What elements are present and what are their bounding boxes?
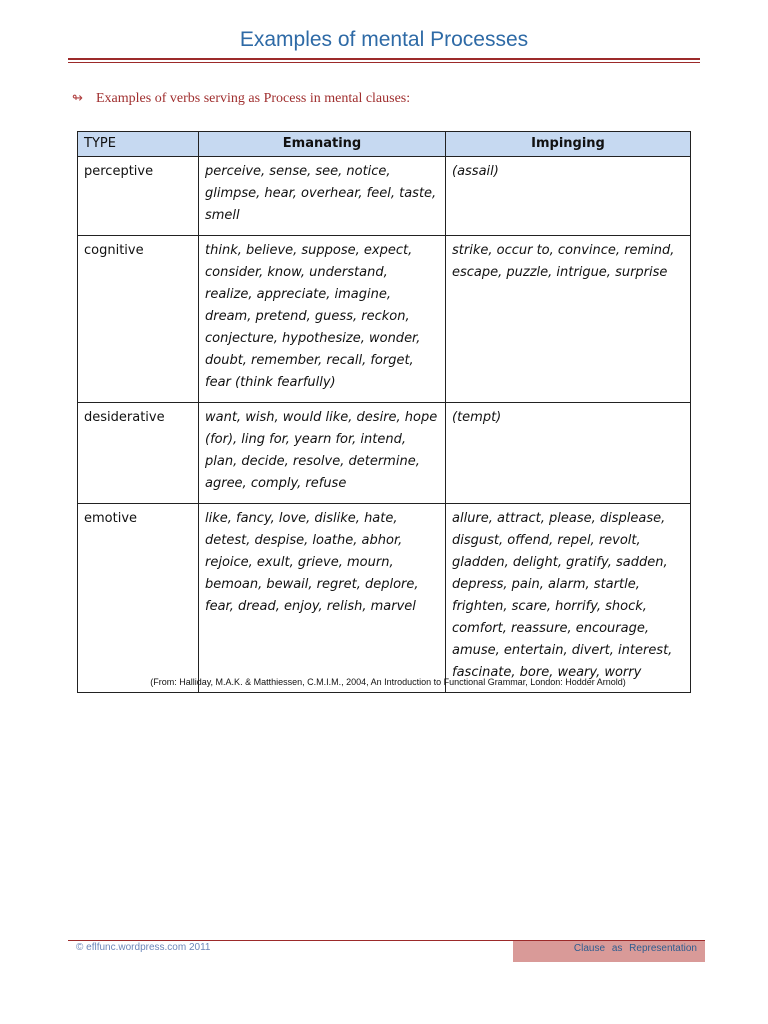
- header-type: TYPE: [78, 132, 199, 157]
- impinging-cell: (assail): [446, 157, 691, 236]
- title-divider-thin: [68, 62, 700, 63]
- table-row: [78, 236, 691, 403]
- page-title: Examples of mental Processes: [239, 28, 529, 51]
- impinging-cell: (tempt): [446, 403, 691, 504]
- intro-text: Examples of verbs serving as Process in mental clauses:: [96, 91, 411, 106]
- impinging-cell: strike, occur to, convince, remind, escape, puzzle, intrigue, surprise: [446, 236, 691, 403]
- impinging-cell: allure, attract, please, displease, disgust, offend, repel, revolt, gladden, delight, gratify, sadden, depress, pain, alarm, startle, frighten, scare, horrify, shock, comfort, reassure, encourage, amuse, entertain, divert, interest, fascinate, bore, weary, worry: [446, 504, 691, 693]
- mental-verbs-table: [77, 131, 691, 693]
- table-row: [78, 157, 691, 236]
- hand-pointing-icon: ↬: [72, 90, 83, 105]
- table-row: [78, 504, 691, 693]
- emanating-cell: think, believe, suppose, expect, consider, know, understand, realize, appreciate, imagine, dream, pretend, guess, reckon, conjecture, hypothesize, wonder, doubt, remember, recall, forget, fear (think fearfully): [199, 236, 446, 403]
- intro-line: [72, 90, 712, 107]
- emanating-cell: like, fancy, love, dislike, hate, detest, despise, loathe, abhor, rejoice, exult, grieve, mourn, bemoan, bewail, regret, deplore, fear, dread, enjoy, relish, marvel: [199, 504, 446, 693]
- title-divider: [68, 58, 700, 60]
- header-impinging: Impinging: [446, 132, 691, 157]
- type-cell: desiderative: [78, 403, 199, 504]
- header-emanating: Emanating: [199, 132, 446, 157]
- type-cell: emotive: [78, 504, 199, 693]
- source-citation: (From: Halliday, M.A.K. & Matthiessen, C.M.I.M., 2004, An Introduction to Functional Grammar, London: Hodder Arnold): [150, 677, 626, 687]
- type-cell: cognitive: [78, 236, 199, 403]
- emanating-cell: perceive, sense, see, notice, glimpse, hear, overhear, feel, taste, smell: [199, 157, 446, 236]
- emanating-cell: want, wish, would like, desire, hope (for), ling for, yearn for, intend, plan, decide, resolve, determine, agree, comply, refuse: [199, 403, 446, 504]
- table-row: [78, 403, 691, 504]
- footer-copyright: © eflfunc.wordpress.com 2011: [76, 942, 211, 953]
- table-header-row: [78, 132, 691, 157]
- type-cell: perceptive: [78, 157, 199, 236]
- footer-section-label: Clause as Representation: [513, 941, 705, 962]
